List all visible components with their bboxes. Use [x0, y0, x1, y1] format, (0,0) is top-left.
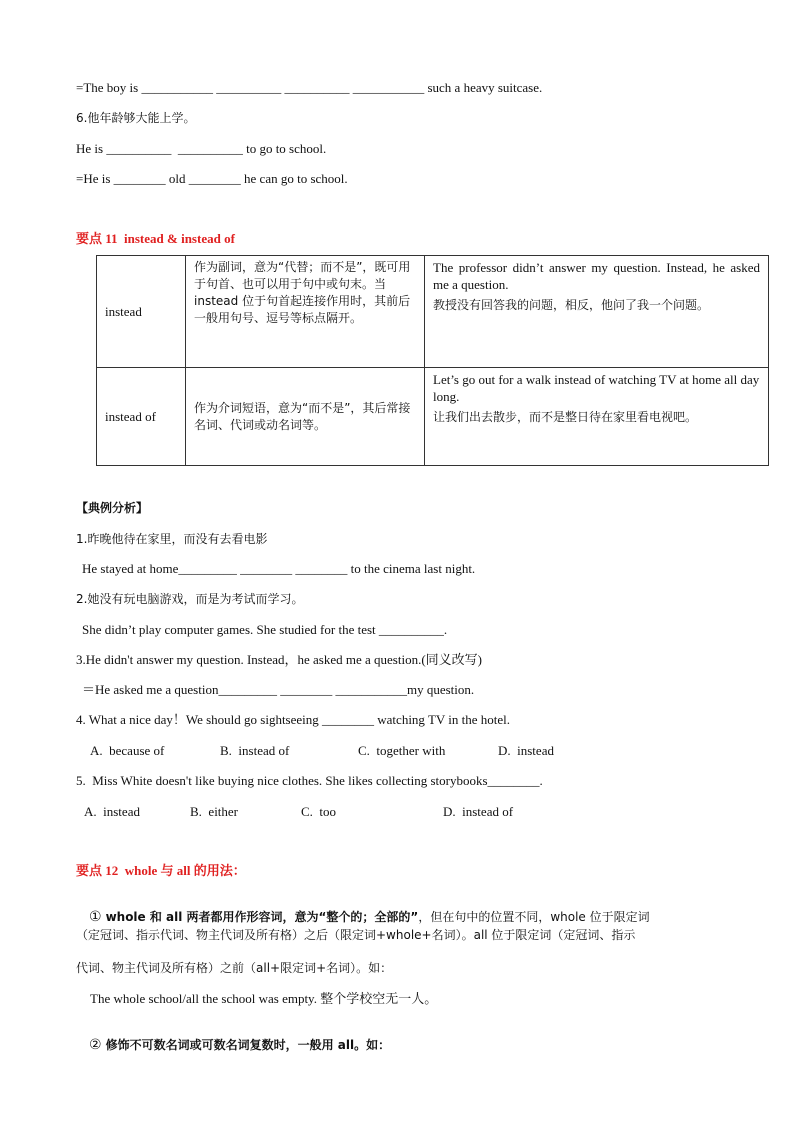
example-english: The professor didn’t answer my question. Instead, he asked me a question. [433, 260, 760, 292]
text-line: He is __________ __________ to go to school. [76, 141, 327, 156]
description-cell: 作为介词短语，意为“而不是”，其后常接名词、代词或动名词等。 [186, 368, 425, 466]
example-sentence: The whole school/all the school was empty. 整个学校空无一人。 [90, 991, 438, 1006]
section-12-title: 要点 12 whole 与 all 的用法： [76, 863, 246, 878]
term-cell: instead [97, 256, 186, 368]
option: A. instead [84, 804, 140, 819]
text-line: =He is ________ old ________ he can go to school. [76, 171, 348, 186]
example-cell [425, 256, 769, 368]
option: B. either [190, 804, 239, 819]
option: D. instead of [443, 804, 514, 819]
paragraph-bold-lead: whole 和 all 两者都用作形容词，意为“整个的；全部的” [105, 910, 419, 924]
paragraph-line: （定冠词、指示代词、物主代词及所有格）之后（限定词+whole+名词）。all 位于限定词（定冠词、指示 [76, 928, 636, 942]
examples-title: 【典例分析】 [76, 501, 149, 515]
paragraph-line: 代词、物主代词及所有格）之前（all+限定词+名词）。如： [76, 961, 393, 975]
paragraph-bold-lead: 修饰不可数名词或可数名词复数时，一般用 all。如： [105, 1038, 391, 1052]
option: C. together with [358, 743, 446, 758]
example-chinese: 教授没有回答我的问题，相反，他问了我一个问题。 [433, 298, 710, 312]
example-chinese: 让我们出去散步，而不是整日待在家里看电视吧。 [433, 410, 698, 424]
term-cell: instead of [97, 368, 186, 466]
table-row [97, 368, 769, 466]
option: C. too [301, 804, 337, 819]
question-answer-line: He stayed at home_________ ________ ________ to the cinema last night. [82, 561, 476, 576]
question-answer-line: She didn’t play computer games. She studied for the test __________. [82, 622, 448, 637]
circled-number-1: ① [89, 909, 102, 925]
question: 4. What a nice day！We should go sightseeing ________ watching TV in the hotel. [76, 712, 511, 727]
description-cell: 作为副词，意为“代替；而不是”，既可用于句首、也可以用于句中或句末。当 instead 位于句首起连接作用时，其前后一般用句号、逗号等标点隔开。 [186, 256, 425, 368]
question: 3.He didn't answer my question. Instead，he asked me a question.(同义改写) [76, 652, 482, 667]
paragraph-text: ，但在句中的位置不同，whole 位于限定词 [418, 910, 650, 924]
option: B. instead of [220, 743, 290, 758]
text-line: 6.他年龄够大能上学。 [76, 111, 196, 125]
example-english: Let’s go out for a walk instead of watching TV at home all day long. [433, 372, 760, 404]
example-cell [425, 368, 769, 466]
question: 1.昨晚他待在家里，而没有去看电影 [76, 532, 268, 546]
option: D. instead [498, 743, 554, 758]
paragraph-line [76, 1021, 390, 1069]
circled-number-2: ② [89, 1037, 102, 1053]
question-answer-line: ＝He asked me a question_________ ________ ___________my question. [82, 682, 475, 697]
table-row [97, 256, 769, 368]
question: 5. Miss White doesn't like buying nice clothes. She likes collecting storybooks________. [76, 773, 543, 788]
option: A. because of [90, 743, 165, 758]
question: 2.她没有玩电脑游戏，而是为考试而学习。 [76, 592, 304, 606]
text-line: =The boy is ___________ __________ __________ ___________ such a heavy suitcase. [76, 80, 543, 95]
section-11-title: 要点 11 instead & instead of [76, 231, 235, 246]
instead-comparison-table [96, 255, 769, 466]
